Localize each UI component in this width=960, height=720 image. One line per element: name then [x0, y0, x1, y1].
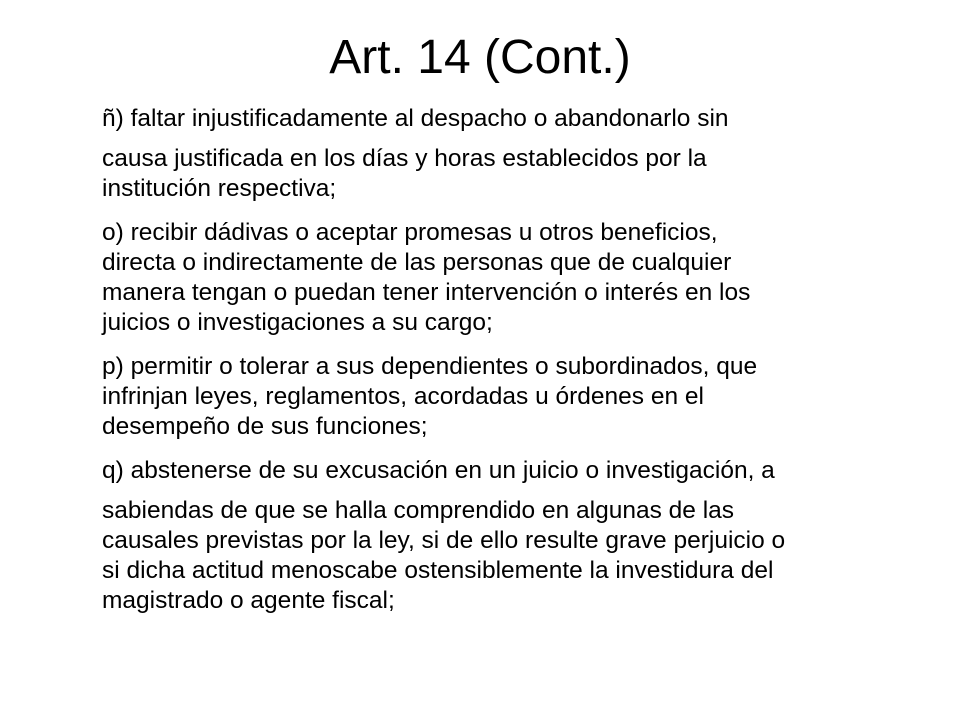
text-line: si dicha actitud menoscabe ostensiblemente la investidura del: [102, 557, 774, 584]
text-line: directa o indirectamente de las personas que de cualquier: [102, 249, 732, 276]
text-line: p) permitir o tolerar a sus dependientes o subordinados, que: [102, 353, 758, 380]
text-line: desempeño de sus funciones;: [102, 413, 428, 440]
text-line: manera tengan o puedan tener intervención o interés en los: [102, 279, 751, 306]
text-line: magistrado o agente fiscal;: [102, 587, 395, 614]
text-line: infrinjan leyes, reglamentos, acordadas u órdenes en el: [102, 383, 704, 410]
text-line: juicios o investigaciones a su cargo;: [102, 309, 493, 336]
text-line: q) abstenerse de su excusación en un juicio o investigación, a: [102, 457, 775, 484]
text-line: causa justificada en los días y horas establecidos por la: [102, 145, 707, 172]
text-line: sabiendas de que se halla comprendido en algunas de las: [102, 497, 735, 524]
text-line: institución respectiva;: [102, 175, 337, 202]
text-line: causales previstas por la ley, si de ello resulte grave perjuicio o: [102, 527, 786, 554]
slide-title: Art. 14 (Cont.): [329, 31, 631, 84]
text-line: o) recibir dádivas o aceptar promesas u otros beneficios,: [102, 219, 718, 246]
slide-body-text: [102, 104, 932, 616]
text-line: ñ) faltar injustificadamente al despacho o abandonarlo sin: [102, 105, 729, 132]
